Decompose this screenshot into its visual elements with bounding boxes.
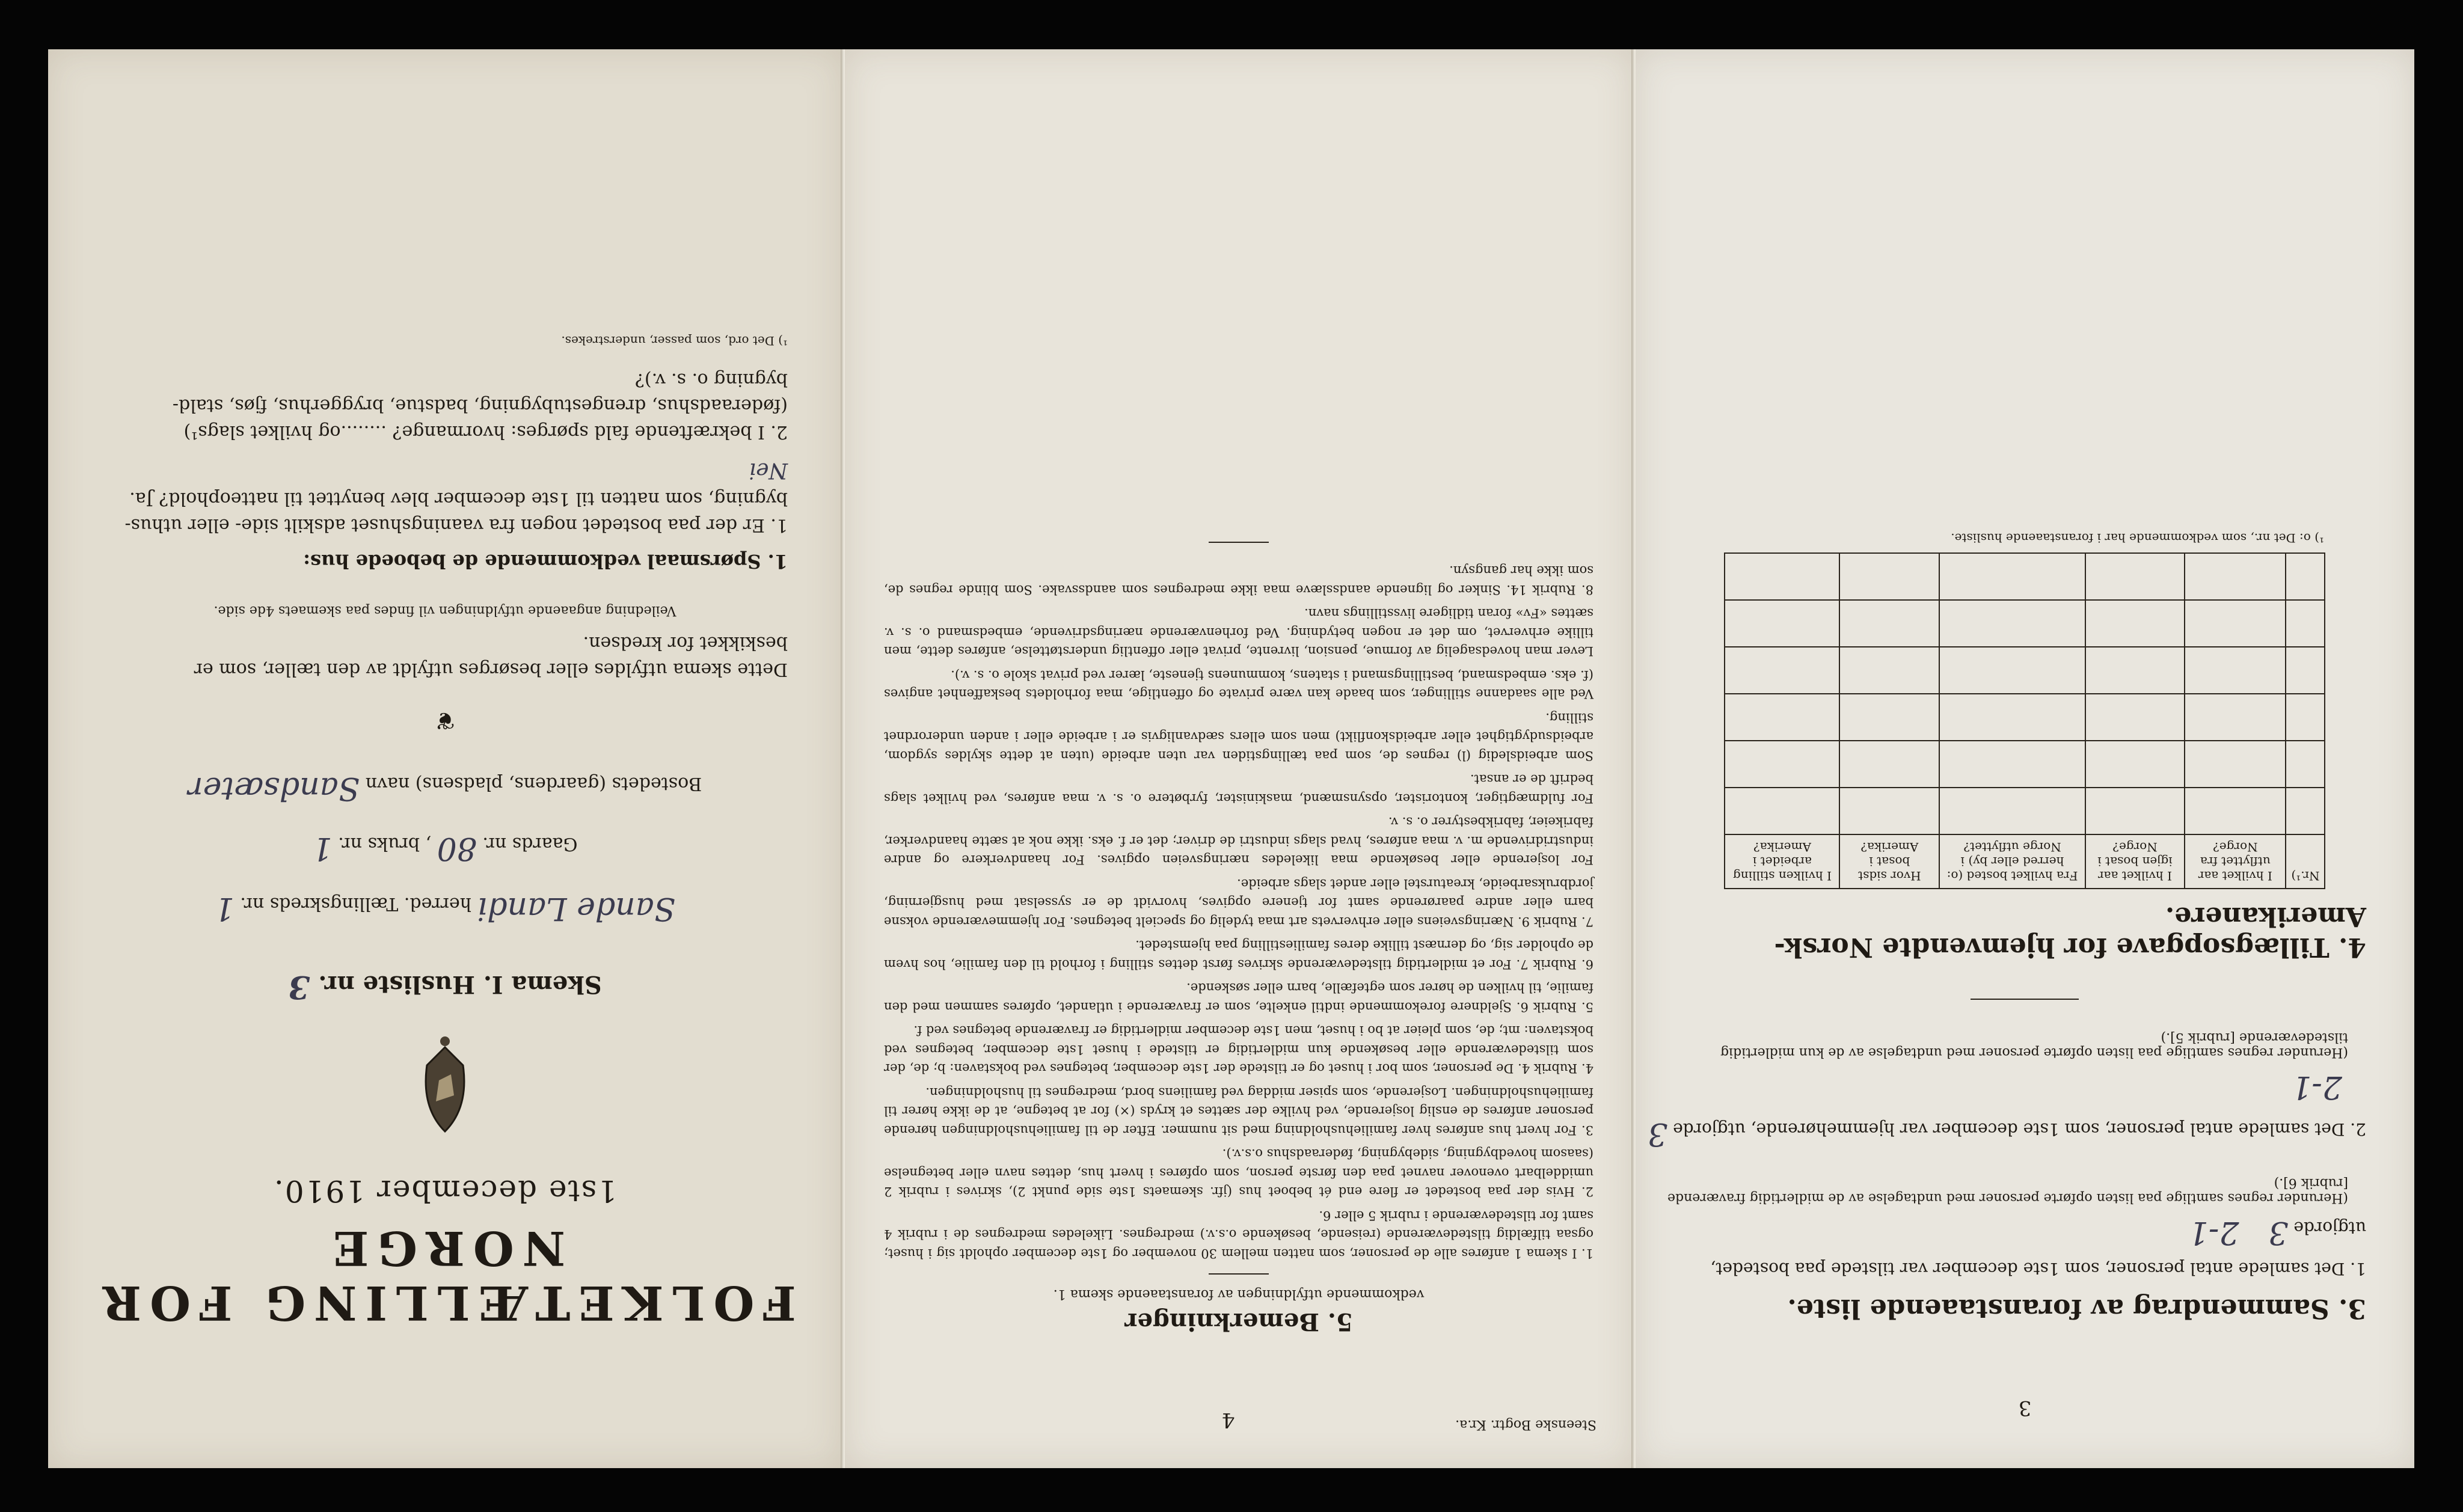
q1-answer-handwritten: Nei	[749, 458, 788, 483]
herred-row: Sande Landi herred. Tællingskreds nr. 1	[214, 890, 676, 926]
table-header: Hvor sidst bosat i Amerika?	[1839, 834, 1939, 889]
table-row	[1725, 788, 2325, 834]
gaards-row: Gaards nr. 80 , bruks nr. 1	[312, 830, 578, 866]
veiledning-text: Veiledning angaaende utfyldningen vil findes paa skemaets 4de side.	[213, 603, 676, 618]
page-number: 3	[2018, 1396, 2032, 1420]
item2-hand-handwritten: 2-1	[2292, 1069, 2342, 1105]
remark-paragraph: 1. I skema 1 anføres alle de personer, som natten mellem 30 november og 1ste december opholdt sig i huset; ogsaa tilfældig tilstedeværende (reisende, besøkende o.s.v.) medregnes. Likeledes medregnes de i rubrik 4 samt for tilstedeværende i rubrik 5 eller 6.	[884, 1208, 1593, 1261]
remark-paragraph: For losjerende eller besøkende maa likeledes næringsveien opgives. For haandverkere og andre industridrivende m. v. maa anføres, hvad slags industri de driver; det er f. eks. ikke nok at sætte haandverker, fabrikeier, fabrikbestyrer o. s. v.	[884, 815, 1593, 868]
bosted-handwritten: Sandsæter	[188, 770, 360, 806]
table-header: Fra hvilket bosted (o: herred eller by) i Norge utflyttet?	[1939, 834, 2085, 889]
table-row	[1725, 741, 2325, 788]
section-3-title: 3. Sammendrag av foranstaaende liste.	[1787, 1293, 2366, 1324]
remark-paragraph: 3. For hvert hus anføres hver familiehusholdning med sit nummer. Efter de til familiehusholdningen hørende personer anføres de enslig losjerende, ved hvilke der sættes et kryds (×) for at betegne, at de ikke hører til familiehusholdningen. Losjerende, som spiser middag ved familiens bord, medregnes til husholdningen.	[884, 1085, 1593, 1137]
section-1-title: 1. Spørsmaal vedkommende de beboede hus:	[303, 550, 788, 573]
summary-page	[1636, 49, 2414, 1468]
summary-note-1: (Herunder regnes samtlige paa listen opførte personer med undtagelse av de midlertidig fraværende [rubrik 6].)	[1667, 1175, 2348, 1205]
summary-item-1: 1. Det samlede antal personer, som 1ste december var tilstede paa bostedet, utgjorde 3 2-1	[1710, 1214, 2366, 1279]
remark-paragraph: 8. Rubrik 14. Sinker og lignende aandsslæve maa ikke medregnes som aandssvake. Som blinde regnes de, som ikke har gangsyn.	[884, 563, 1593, 597]
page-title: FOLKETÆLLING FOR NORGE	[94, 1220, 796, 1330]
remarks-subtitle: vedkommende utfyldningen av foranstaaende skema 1.	[1053, 1287, 1425, 1302]
table-row	[1725, 647, 2325, 694]
remarks-body	[845, 561, 1633, 1263]
footnote: ¹) Det ord, som passer, understrekes.	[561, 334, 788, 349]
table-row	[1725, 600, 2325, 647]
census-date: 1ste december 1910.	[272, 1174, 618, 1208]
divider	[1209, 1273, 1269, 1275]
summary-note-2: (Herunder regnes samtlige paa listen opførte personer med undtagelse av de kun midlertidig tilstedeværende [rubrik 5].)	[1720, 1030, 2348, 1060]
remark-paragraph: Som arbeidsledig (l) regnes de, som paa tællingstiden var uten arbeide (uten at dette skyldes sygdom, arbeidsudygtighet eller arbeidskonflikt) men som ellers sædvanligvis er i arbeide eller i anden underordnet stilling.	[884, 711, 1593, 763]
remark-paragraph: 5. Rubrik 6. Sjeldnere forekommende indtil enkelte, som er fraværende i utlandet, opføres sammen med den familie, til hvilken de hører som egtefælle, barn eller søskende.	[884, 981, 1593, 1014]
bruks-handwritten: 1	[312, 830, 333, 866]
table-row	[1725, 694, 2325, 741]
summary-item-2: 2. Det samlede antal personer, som 1ste december var hjemmehørende, utgjorde 3 2-1	[1648, 1069, 2366, 1152]
remark-paragraph: Lever man hovedsagelig av formue, pension, livrente, privat eller offentlig understøttelse, anføres dette, men tillike erhvervet, om det er nogen betydning. Ved forhenværende næringsdrivende, embedsmand o. s. v. sættes «Fv» foran tidligere livsstillings navn.	[884, 606, 1593, 659]
item1-hand-handwritten: 2-1	[2188, 1214, 2239, 1250]
norsk-amerikanere-table	[1725, 552, 2326, 889]
remark-paragraph: 4. Rubrik 4. De personer, som bor i huset og er tilstede der 1ste december, betegnes ved bokstaven: b; de, der som tilstedeværende eller besøkende kun midlertidig er tilstede i huset 1ste december, betegnes ved bokstaven: mt; de, som pleier at bo i huset, men 1ste december midlertidig er fraværende betegnes ved f.	[884, 1023, 1593, 1076]
gaards-handwritten: 80	[437, 830, 477, 866]
krets-handwritten: 1	[214, 890, 235, 926]
table-row	[1725, 553, 2325, 600]
remarks-title: 5. Bemerkninger	[1124, 1308, 1353, 1336]
printer-mark: Steenske Bogtr. Kr.a.	[1455, 1417, 1597, 1432]
item1-value-handwritten: 3	[2268, 1214, 2289, 1250]
table-header: I hvilken stilling arbeidet i Amerika?	[1725, 834, 1840, 889]
question-2: 2. I bekræftende fald spørges: hvormange? ........og hvilket slags¹) (føderaadshus, drengestubygning, badstue, bryggerhus, fjøs, stald-bygning o. s. v.)?	[172, 369, 788, 442]
remarks-page	[845, 49, 1633, 1468]
table-header-row	[1725, 834, 2325, 889]
intro-text: Dette skema utfyldes eller besørges utfyldt av den tæller, som er beskikket for kredsen.	[194, 632, 788, 680]
question-1: 1. Er der paa bostedet nogen fra vaaningshuset adskilt side- eller uthus-bygning, som natten til 1ste december blev benyttet til natteophold? Ja. Nei	[124, 458, 788, 536]
remark-paragraph: 2. Hvis der paa bostedet er flere end ét beboet hus (jfr. skemaets 1ste side punkt 2), skrives i rubrik 2 umiddelbart ovenover navnet paa den første person, som opføres i hvert hus, dettes navn eller betegnelse (saasom hovedbygning, sidebygning, føderaadshus o.s.v.).	[884, 1146, 1593, 1199]
section-4-title: 4. Tillægsopgave for hjemvendte Norsk-Amerikanere.	[1774, 901, 2366, 963]
husliste-nr-handwritten: 3	[288, 969, 310, 1005]
remark-paragraph: 7. Rubrik 9. Næringsveiens eller erhvervets art maa tydelig og specielt betegnes. For hjemmeværende voksne barn eller andre paarørende samt for tjenere opgives, hvorvidt de er sysselsat med husgjerning, jordbruksarbeide, kreaturstel eller andet slags arbeide.	[884, 877, 1593, 929]
herred-handwritten: Sande Landi	[477, 890, 676, 926]
table-header: Nr.¹)	[2286, 834, 2325, 889]
front-page	[48, 49, 842, 1468]
table-header: I hvilket aar igjen bosat i Norge?	[2085, 834, 2185, 889]
remark-paragraph: For fuldmægtiger, kontorister, opsynsmænd, maskinister, fyrbøtere o. s. v. maa anføres, ved hvilket slags bedrift de er ansat.	[884, 772, 1593, 806]
divider	[1209, 542, 1269, 543]
page-number: 4	[1221, 1408, 1235, 1432]
coat-of-arms-icon	[418, 1035, 472, 1137]
remark-paragraph: 6. Rubrik 7. For et midlertidig tilstedeværende skrives først dettes stilling i forhold til den familie, hos hvem de opholder sig, og dernæst tillike deres familiestilling paa hjemstedet.	[884, 938, 1593, 972]
schema-heading: Skema I. Husliste nr. 3	[288, 969, 602, 1005]
item2-value-handwritten: 3	[1648, 1116, 1668, 1152]
table-footnote: ¹) o: Det nr., som vedkommende har i foranstaaende husliste.	[1951, 531, 2324, 545]
remark-paragraph: Ved alle saadanne stillinger, som baade kan være private og offentlige, maa forholdets beskaffenhet angives (f. eks. embedsmand, bestillingsmand i statens, kommunens tjeneste, lærer ved privat skole o. s. v.).	[884, 668, 1593, 702]
divider	[1971, 999, 2079, 1000]
ornament-icon: ❦	[435, 706, 455, 734]
table-header: I hvilket aar utflyttet fra Norge?	[2185, 834, 2286, 889]
bosted-row: Bostedets (gaardens, pladsens) navn Sandsæter	[188, 770, 702, 806]
